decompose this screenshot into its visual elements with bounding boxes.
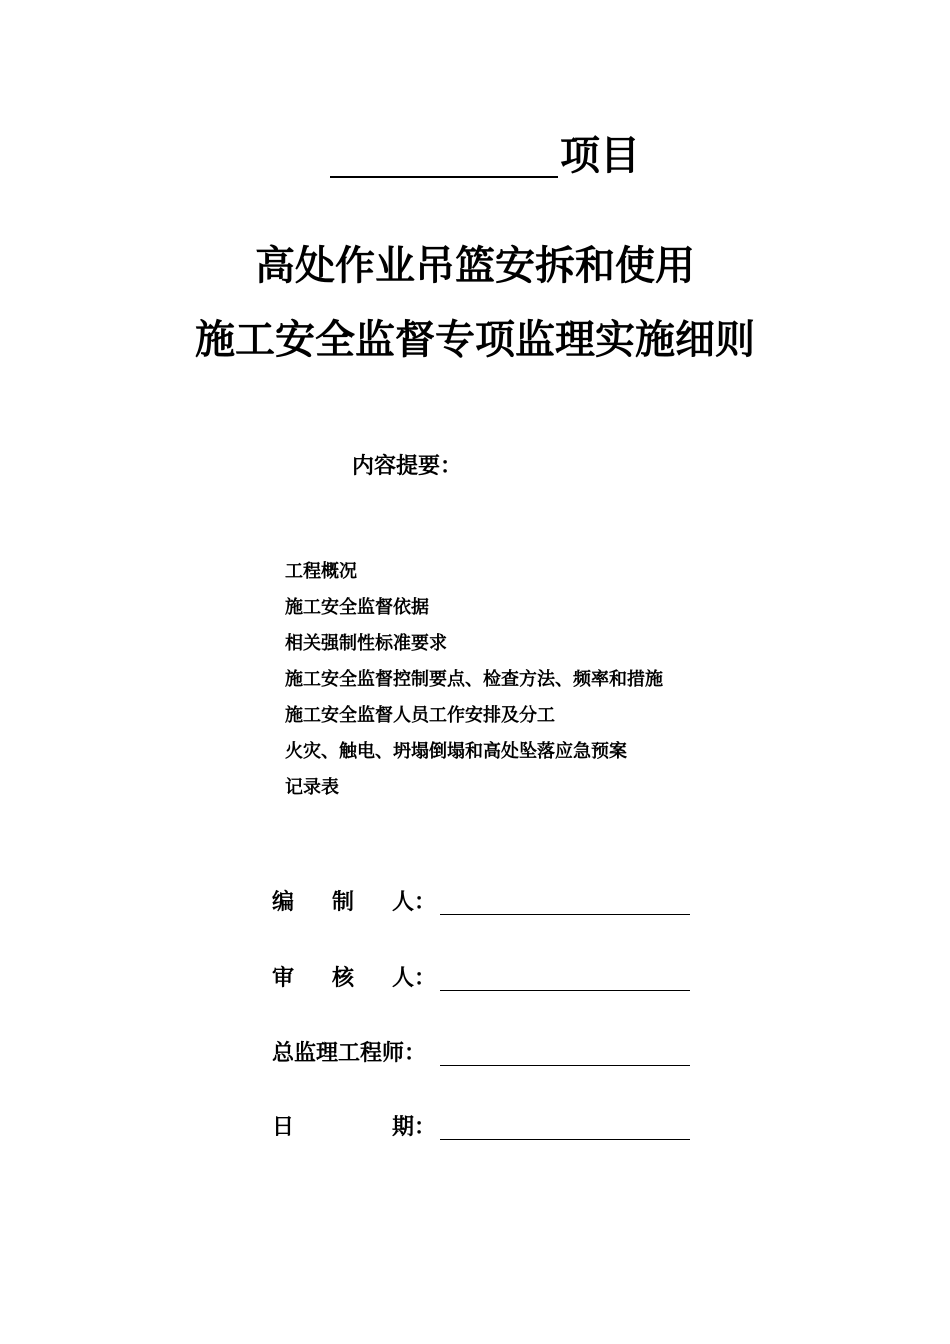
chief-supervisor-signature-field[interactable] [440, 1065, 690, 1066]
reviewer-label-char: 核 [332, 966, 355, 991]
compiler-label [272, 886, 438, 920]
summary-item: 火灾、触电、坍塌倒塌和高处坠落应急预案 [285, 741, 627, 762]
chief-supervisor-row [272, 1037, 692, 1071]
summary-item: 施工安全监督控制要点、检查方法、频率和措施 [285, 669, 663, 690]
chief-supervisor-label-text: 总监理工程师： [272, 1041, 427, 1066]
compiler-row [272, 886, 692, 920]
chief-supervisor-label [272, 1037, 438, 1071]
date-field[interactable] [440, 1139, 690, 1140]
project-name-line [330, 126, 650, 186]
compiler-label-char: 人： [392, 890, 437, 915]
document-title-line-1: 高处作业吊篮安拆和使用 [255, 243, 695, 289]
summary-item: 记录表 [285, 777, 339, 798]
summary-heading: 内容提要： [352, 454, 463, 479]
summary-list [285, 554, 663, 806]
date-label-char: 期： [392, 1115, 437, 1140]
reviewer-label-char: 审 [272, 966, 295, 991]
summary-item: 施工安全监督依据 [285, 597, 429, 618]
compiler-label-char: 编 [272, 890, 295, 915]
project-name-blank [330, 176, 558, 178]
reviewer-signature-field[interactable] [440, 990, 690, 991]
compiler-label-char: 制 [332, 890, 355, 915]
summary-item: 施工安全监督人员工作安排及分工 [285, 705, 555, 726]
summary-item: 工程概况 [285, 561, 357, 582]
project-suffix: 项目 [560, 133, 640, 179]
compiler-signature-field[interactable] [440, 914, 690, 915]
reviewer-label-char: 人： [392, 966, 437, 991]
reviewer-label [272, 962, 438, 996]
reviewer-row [272, 962, 692, 996]
date-label [272, 1111, 438, 1145]
document-title-line-2: 施工安全监督专项监理实施细则 [195, 317, 755, 363]
date-row [272, 1111, 692, 1145]
date-label-char: 日 [272, 1115, 295, 1140]
summary-item: 相关强制性标准要求 [285, 633, 447, 654]
